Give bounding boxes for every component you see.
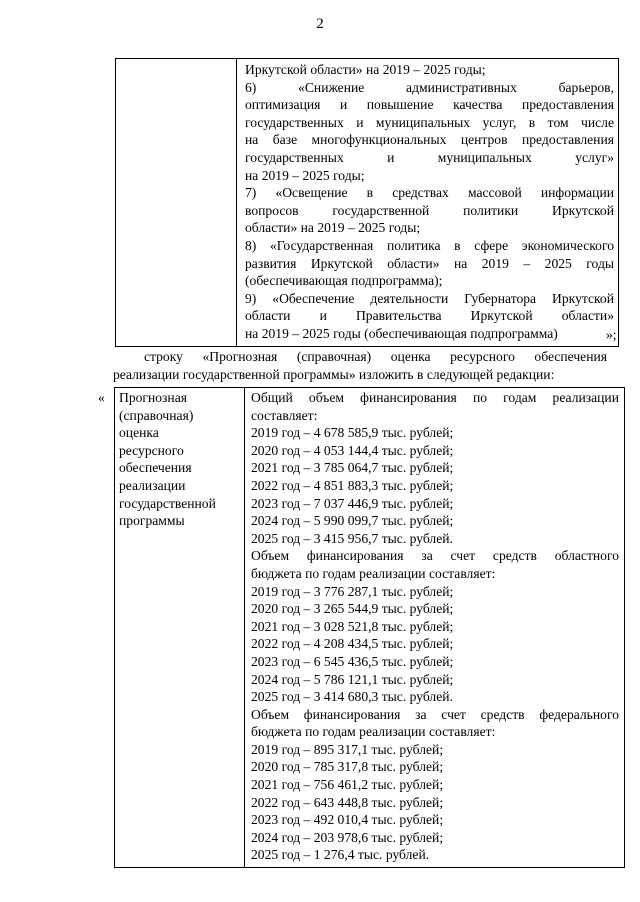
label-line: оценка bbox=[119, 425, 159, 441]
funding-line: 2020 год – 3 265 544,9 тыс. рублей; bbox=[251, 601, 454, 617]
funding-line: 2021 год – 756 461,2 тыс. рублей; bbox=[251, 777, 444, 793]
label-line: (справочная) bbox=[119, 407, 194, 423]
empty-cell bbox=[116, 59, 237, 347]
paragraph-line: реализации государственной программы» изложить в следующей редакции: bbox=[113, 366, 555, 382]
text-line: на 2019 – 2025 годы; bbox=[245, 167, 365, 183]
funding-line: 2023 год – 492 010,4 тыс. рублей; bbox=[251, 812, 444, 828]
closing-quote: »; bbox=[606, 327, 617, 342]
text-line: Объем финансирования за счет средств федерального bbox=[251, 706, 619, 722]
text-line: Общий объем финансирования по годам реализации bbox=[251, 390, 619, 405]
funding-line: 2020 год – 785 317,8 тыс. рублей; bbox=[251, 759, 444, 775]
label-line: ресурсного bbox=[119, 442, 184, 458]
paragraph-line: строку «Прогнозная (справочная) оценка ресурсного обеспечения bbox=[144, 349, 607, 364]
text-line: Объем финансирования за счет средств областного bbox=[251, 548, 619, 564]
funding-line: 2019 год – 895 317,1 тыс. рублей; bbox=[251, 741, 444, 757]
label-line: Прогнозная bbox=[119, 390, 187, 405]
funding-line: 2019 год – 3 776 287,1 тыс. рублей; bbox=[251, 583, 454, 599]
funding-line: 2024 год – 5 786 121,1 тыс. рублей; bbox=[251, 671, 454, 687]
text-line: (обеспечивающая подпрограмма); bbox=[245, 273, 443, 289]
funding-line: 2025 год – 3 414 680,3 тыс. рублей. bbox=[251, 689, 453, 705]
funding-line: 2022 год – 4 851 883,3 тыс. рублей; bbox=[251, 477, 454, 493]
funding-line: 2019 год – 4 678 585,9 тыс. рублей; bbox=[251, 425, 454, 441]
text-line: 8) «Государственная политика в сфере экономического bbox=[245, 237, 614, 253]
funding-line: 2023 год – 7 037 446,9 тыс. рублей; bbox=[251, 495, 454, 511]
funding-line: 2023 год – 6 545 436,5 тыс. рублей; bbox=[251, 653, 454, 669]
text-line: оптимизация и повышение качества предоставления bbox=[245, 97, 614, 113]
funding-line: 2022 год – 4 208 434,5 тыс. рублей; bbox=[251, 636, 454, 652]
row-label-cell bbox=[115, 388, 245, 868]
text-line: государственных и муниципальных услуг» bbox=[245, 149, 614, 165]
table-row bbox=[115, 388, 625, 868]
text-line: 9) «Обеспечение деятельности Губернатора Иркутской bbox=[245, 290, 614, 306]
funding-line: 2025 год – 1 276,4 тыс. рублей. bbox=[251, 847, 430, 863]
text-line: на базе многофункциональных центров предоставления bbox=[245, 132, 614, 148]
amendment-paragraph bbox=[113, 348, 607, 383]
subprograms-cell bbox=[237, 59, 619, 347]
text-line: составляет: bbox=[251, 407, 318, 423]
funding-line: 2024 год – 203 978,6 тыс. рублей; bbox=[251, 829, 444, 845]
funding-line: 2022 год – 643 448,8 тыс. рублей; bbox=[251, 794, 444, 810]
text-line: вопросов государственной политики Иркутской bbox=[245, 202, 614, 218]
text-line: государственных и муниципальных услуг, в том числе bbox=[245, 114, 614, 130]
subprograms-table bbox=[115, 58, 619, 347]
text-line: бюджета по годам реализации составляет: bbox=[251, 565, 496, 581]
funding-line: 2024 год – 5 990 099,7 тыс. рублей; bbox=[251, 513, 454, 529]
text-line: бюджета по годам реализации составляет: bbox=[251, 724, 496, 740]
text-line: области» на 2019 – 2025 годы; bbox=[245, 220, 421, 236]
text-line: развития Иркутской области» на 2019 – 2025 годы bbox=[245, 255, 614, 271]
funding-line: 2020 год – 4 053 144,4 тыс. рублей; bbox=[251, 442, 454, 458]
page-number: 2 bbox=[316, 16, 324, 32]
funding-cell bbox=[245, 388, 625, 868]
label-line: реализации bbox=[119, 477, 186, 493]
label-line: программы bbox=[119, 513, 185, 529]
funding-line: 2025 год – 3 415 956,7 тыс. рублей. bbox=[251, 530, 453, 546]
funding-line: 2021 год – 3 028 521,8 тыс. рублей; bbox=[251, 618, 454, 634]
text-line: Иркутской области» на 2019 – 2025 годы; bbox=[245, 62, 486, 77]
text-line: 7) «Освещение в средствах массовой информации bbox=[245, 185, 614, 201]
table-row bbox=[116, 59, 619, 347]
label-line: обеспечения bbox=[119, 460, 192, 476]
funding-table bbox=[114, 387, 625, 868]
label-line: государственной bbox=[119, 495, 216, 511]
text-line: области и Правительства Иркутской области» bbox=[245, 308, 614, 324]
opening-quote: « bbox=[98, 390, 105, 405]
text-line: 6) «Снижение административных барьеров, bbox=[245, 79, 614, 95]
funding-line: 2021 год – 3 785 064,7 тыс. рублей; bbox=[251, 460, 454, 476]
text-line: на 2019 – 2025 годы (обеспечивающая подпрограмма) bbox=[245, 325, 558, 341]
